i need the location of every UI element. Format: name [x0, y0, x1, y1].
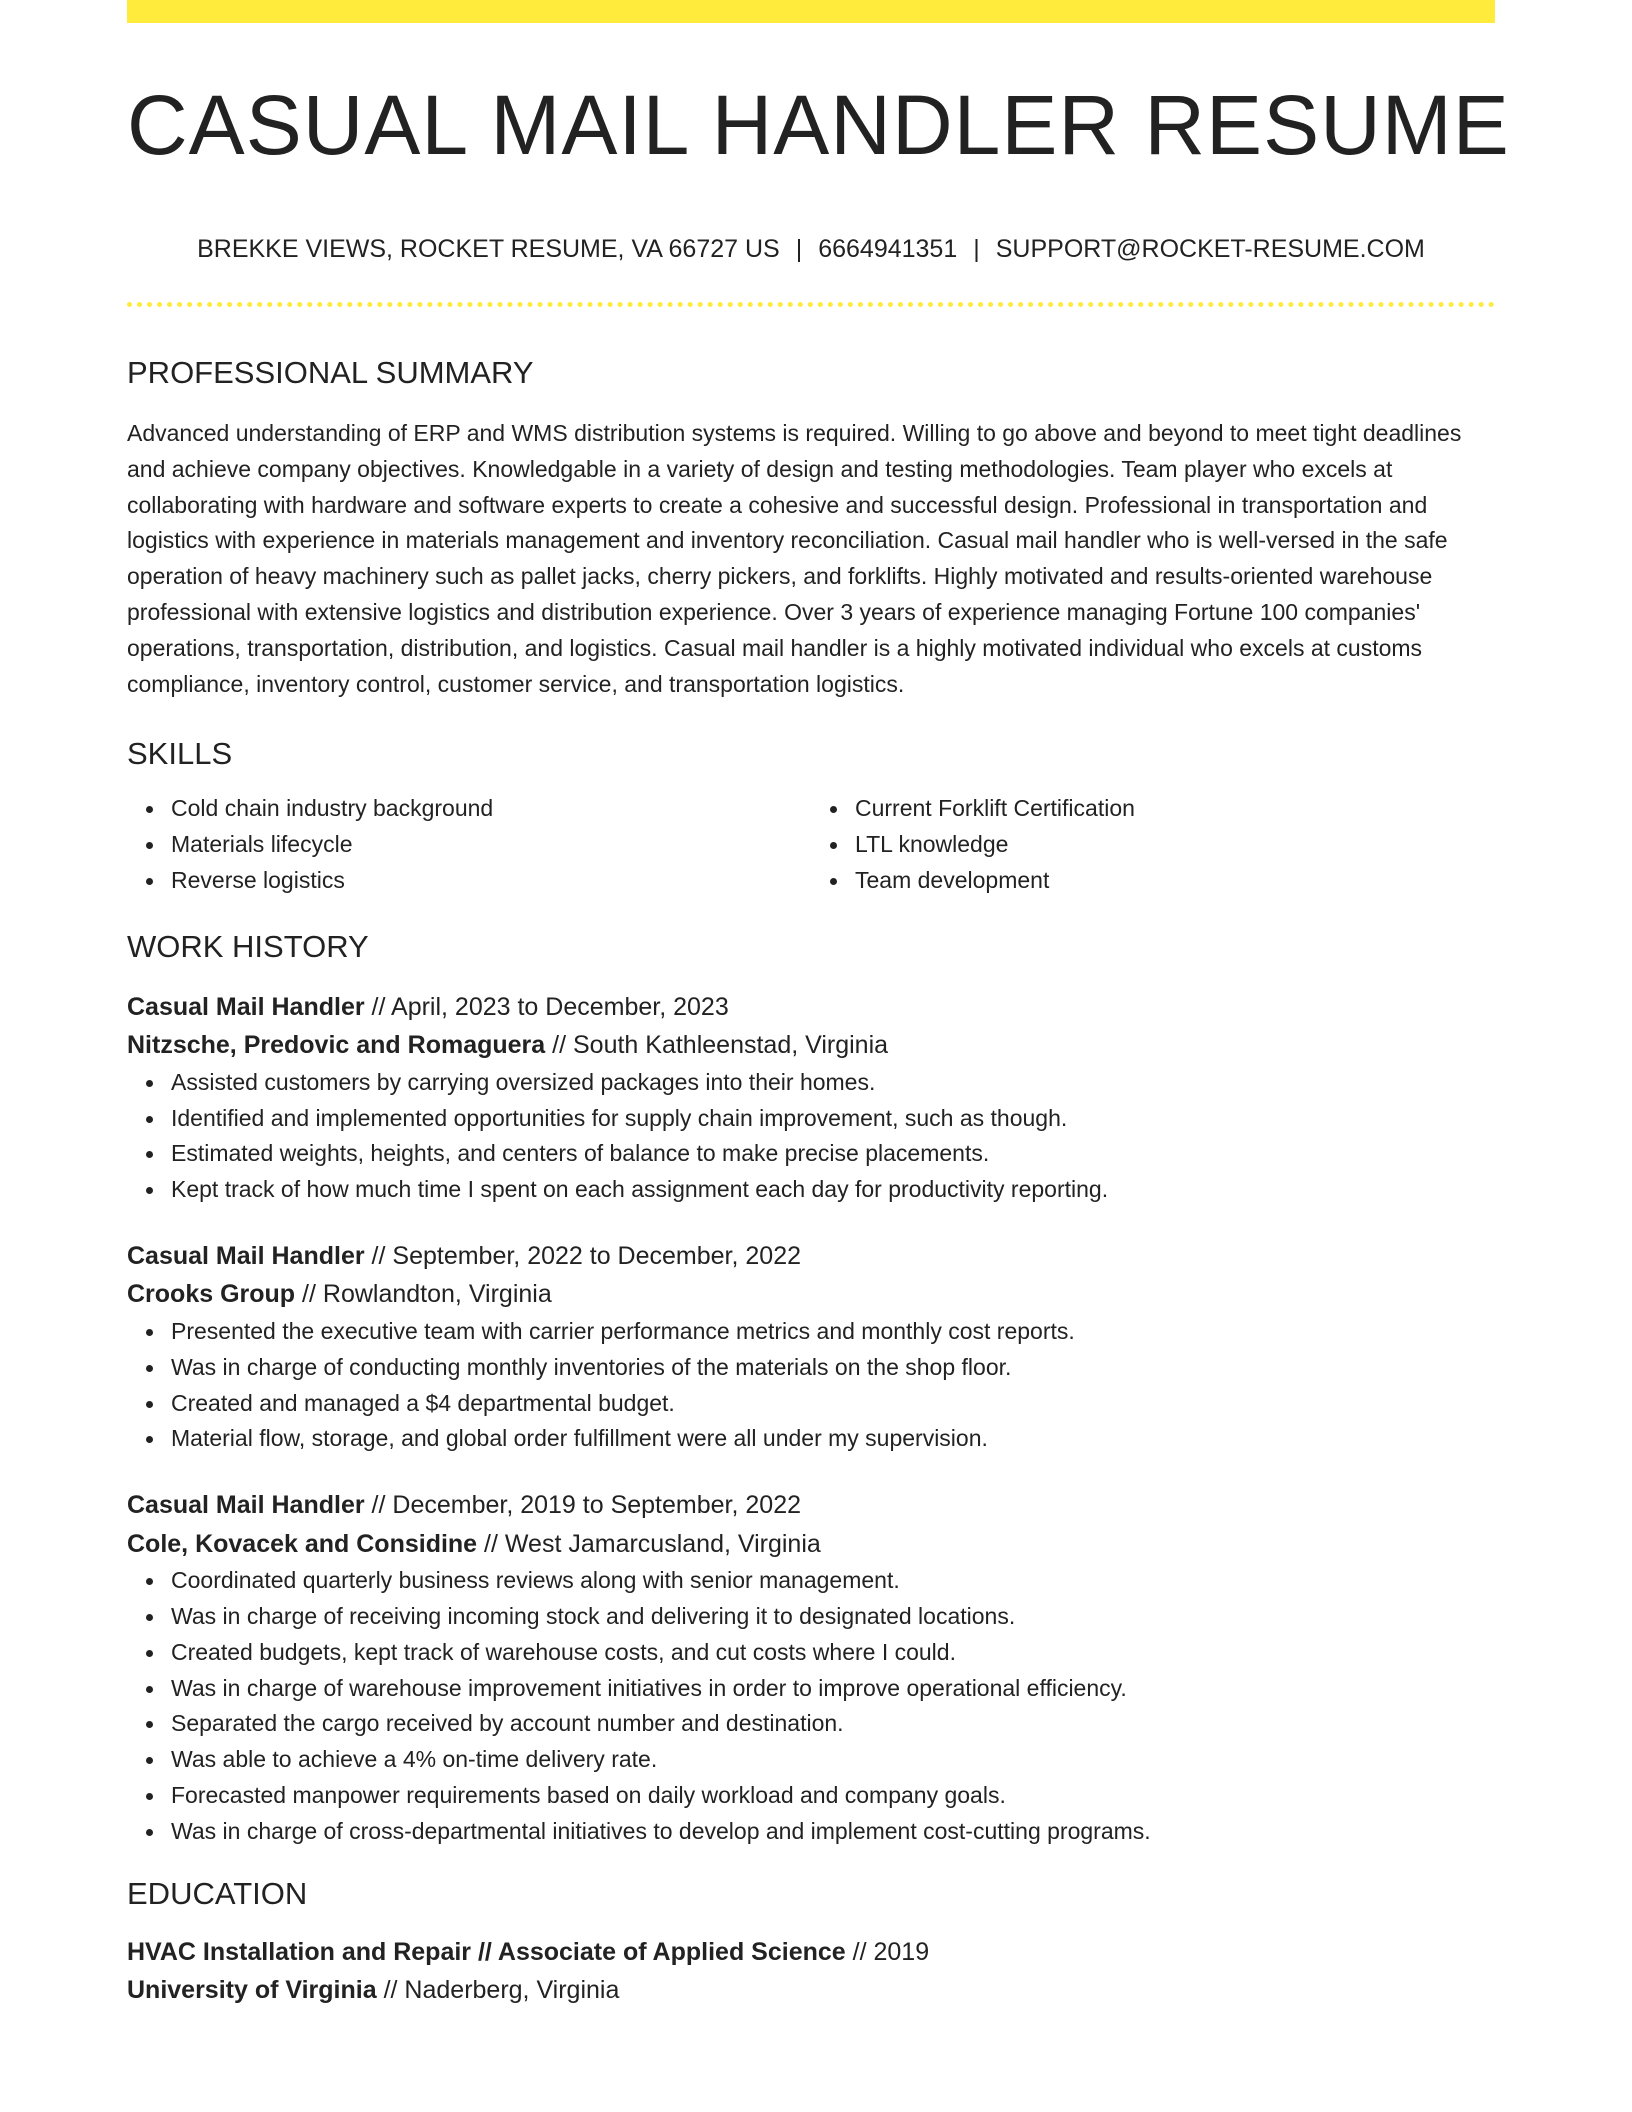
job-bullet: Material flow, storage, and global order fulfillment were all under my supervision. [171, 1421, 1495, 1457]
job-bullet: Kept track of how much time I spent on each assignment each day for productivity reporting. [171, 1172, 1495, 1208]
job-company-line [127, 1275, 1495, 1314]
job-bullets [127, 1065, 1495, 1208]
contact-separator: | [973, 235, 980, 263]
job-dates: April, 2023 to December, 2023 [391, 992, 729, 1021]
separator: // [371, 1491, 386, 1520]
separator: // [371, 992, 386, 1021]
skills-column-right [811, 791, 1495, 898]
separator: // [302, 1280, 316, 1309]
work-history-heading: WORK HISTORY [127, 928, 369, 964]
skills-list [127, 791, 1495, 898]
job-title: Casual Mail Handler [127, 1491, 365, 1520]
education-heading: EDUCATION [127, 1875, 308, 1911]
job-company: Cole, Kovacek and Considine [127, 1529, 478, 1558]
skills-column-left [127, 791, 811, 898]
skill-item: Reverse logistics [171, 863, 811, 899]
separator: // [552, 1031, 567, 1060]
job-title: Casual Mail Handler [127, 992, 365, 1021]
accent-top-bar [127, 0, 1495, 23]
education-degree: HVAC Installation and Repair // Associate of Applied Science [127, 1937, 846, 1966]
job-entry [127, 1237, 1495, 1457]
education-entry [127, 1933, 1495, 2010]
summary-text: Advanced understanding of ERP and WMS distribution systems is required. Willing to go above and beyond to meet tight deadlines and achieve company objectives. Knowledgable in a variety of design and testing methodologies. Team player who excels at collaborating with hardware and software experts to create a cohesive and successful design. Professional in transportation and logistics with experience in materials management and inventory reconciliation. Casual mail handler who is well-versed in the safe operation of heavy machinery such as pallet jacks, cherry pickers, and forklifts. Highly motivated and results-oriented warehouse professional with extensive logistics and distribution experience. Over 3 years of experience managing Fortune 100 companies' operations, transportation, distribution, and logistics. Casual mail handler is a highly motivated individual who excels at customs compliance, inventory control, customer service, and transportation logistics. [127, 420, 1462, 697]
job-entry [127, 988, 1495, 1208]
contact-email: SUPPORT@ROCKET-RESUME.COM [995, 235, 1425, 263]
job-location: West Jamarcusland, Virginia [504, 1529, 821, 1558]
contact-phone: 6664941351 [818, 235, 958, 263]
resume-title: CASUAL MAIL HANDLER RESUME [127, 78, 1510, 172]
separator: // [852, 1937, 867, 1966]
job-company-line [127, 1525, 1495, 1564]
contact-line [127, 237, 1495, 262]
contact-separator: | [795, 235, 803, 263]
job-bullet: Was in charge of receiving incoming stock and delivering it to designated locations. [171, 1599, 1495, 1635]
job-bullet: Was able to achieve a 4% on-time delivery rate. [171, 1742, 1495, 1778]
job-title-line [127, 1486, 1495, 1525]
job-company-line [127, 1026, 1495, 1065]
job-dates: December, 2019 to September, 2022 [392, 1491, 801, 1520]
job-bullets [127, 1314, 1495, 1457]
job-bullet: Was in charge of conducting monthly inventories of the materials on the shop floor. [171, 1350, 1495, 1386]
skills-heading: SKILLS [127, 736, 233, 772]
job-entry [127, 1486, 1495, 1849]
job-location: South Kathleenstad, Virginia [573, 1031, 889, 1060]
job-bullet: Estimated weights, heights, and centers of balance to make precise placements. [171, 1136, 1495, 1172]
job-title-line [127, 1237, 1495, 1276]
skill-item: Team development [855, 863, 1495, 899]
education-school: University of Virginia [127, 1976, 377, 2005]
separator: // [484, 1529, 498, 1558]
education-year: 2019 [873, 1937, 930, 1966]
education-school-line [127, 1971, 1495, 2010]
skill-item: Current Forklift Certification [855, 791, 1495, 827]
dotted-divider [127, 302, 1495, 307]
job-dates: September, 2022 to December, 2022 [392, 1241, 801, 1270]
skill-item: Cold chain industry background [171, 791, 811, 827]
job-bullet: Forecasted manpower requirements based on daily workload and company goals. [171, 1778, 1495, 1814]
education-location: Naderberg, Virginia [404, 1976, 620, 2005]
summary-heading: PROFESSIONAL SUMMARY [127, 355, 534, 390]
education-degree-line [127, 1933, 1495, 1972]
job-bullet: Was in charge of warehouse improvement initiatives in order to improve operational efficiency. [171, 1671, 1495, 1707]
job-bullet: Created and managed a $4 departmental budget. [171, 1386, 1495, 1422]
job-bullet: Assisted customers by carrying oversized packages into their homes. [171, 1065, 1495, 1101]
job-title-line [127, 988, 1495, 1027]
job-bullets [127, 1563, 1495, 1849]
job-bullet: Presented the executive team with carrier performance metrics and monthly cost reports. [171, 1314, 1495, 1350]
separator: // [371, 1241, 386, 1270]
job-bullet: Was in charge of cross-departmental initiatives to develop and implement cost-cutting programs. [171, 1814, 1495, 1850]
job-location: Rowlandton, Virginia [322, 1280, 552, 1309]
separator: // [383, 1976, 398, 2005]
job-bullet: Created budgets, kept track of warehouse costs, and cut costs where I could. [171, 1635, 1495, 1671]
job-bullet: Identified and implemented opportunities for supply chain improvement, such as though. [171, 1101, 1495, 1137]
job-bullet: Coordinated quarterly business reviews along with senior management. [171, 1563, 1495, 1599]
job-company: Nitzsche, Predovic and Romaguera [127, 1031, 546, 1060]
resume-page [127, 0, 1510, 2010]
job-bullet: Separated the cargo received by account number and destination. [171, 1706, 1495, 1742]
contact-address: BREKKE VIEWS, ROCKET RESUME, VA 66727 US [197, 235, 780, 263]
skill-item: Materials lifecycle [171, 827, 811, 863]
job-title: Casual Mail Handler [127, 1241, 365, 1270]
job-company: Crooks Group [127, 1280, 296, 1309]
skill-item: LTL knowledge [855, 827, 1495, 863]
